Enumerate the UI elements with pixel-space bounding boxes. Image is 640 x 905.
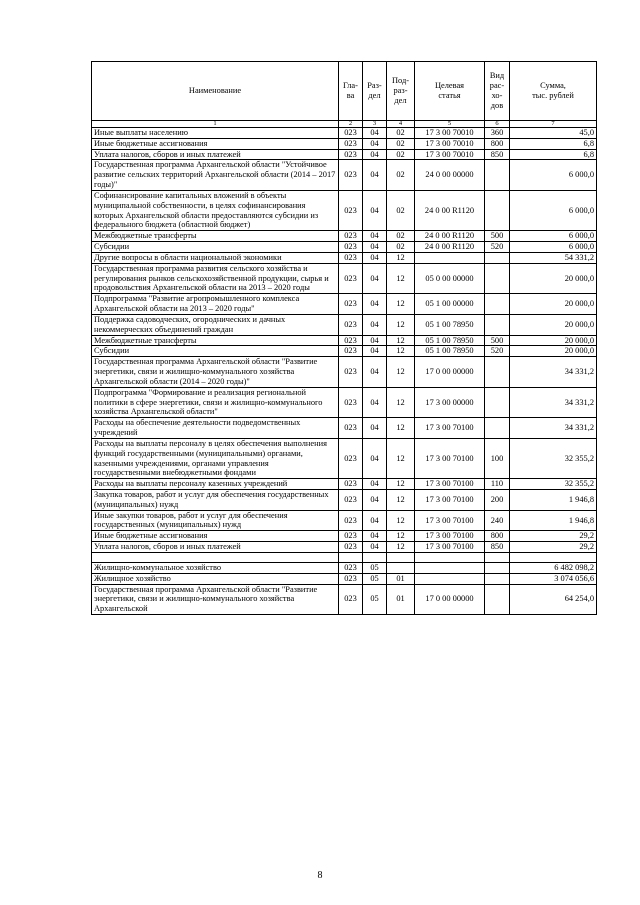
- row-razdel: 05: [363, 584, 387, 614]
- row-razdel: 04: [363, 438, 387, 478]
- row-razdel: 04: [363, 294, 387, 315]
- table-row: [92, 138, 597, 149]
- column-number: 3: [363, 121, 387, 128]
- row-sum: 64 254,0: [510, 584, 597, 614]
- row-name: Подпрограмма "Формирование и реализация региональной политики в сфере энергетики, связи и жилищно-коммунального хозяйства Архангельской области": [92, 387, 339, 417]
- row-podrazdel: 02: [387, 231, 415, 242]
- row-razdel: 04: [363, 314, 387, 335]
- row-glava: 023: [339, 149, 363, 160]
- row-razdel: 05: [363, 562, 387, 573]
- row-podrazdel: 02: [387, 190, 415, 230]
- row-name: Иные бюджетные ассигнования: [92, 531, 339, 542]
- row-sum: 32 355,2: [510, 479, 597, 490]
- row-glava: 023: [339, 357, 363, 387]
- row-glava: 023: [339, 314, 363, 335]
- column-number: 7: [510, 121, 597, 128]
- row-razdel: 04: [363, 149, 387, 160]
- row-target-article: 17 3 00 70010: [415, 149, 485, 160]
- table-row: [92, 294, 597, 315]
- row-target-article: 17 3 00 70100: [415, 418, 485, 439]
- header-name: Наименование: [92, 62, 339, 121]
- row-glava: 023: [339, 346, 363, 357]
- table-row: [92, 489, 597, 510]
- row-sum: 6 000,0: [510, 242, 597, 253]
- row-target-article: 17 3 00 70010: [415, 128, 485, 139]
- row-glava: [339, 552, 363, 562]
- row-podrazdel: 12: [387, 542, 415, 553]
- table-row: [92, 573, 597, 584]
- row-glava: 023: [339, 263, 363, 293]
- row-podrazdel: 12: [387, 314, 415, 335]
- row-name: Субсидии: [92, 242, 339, 253]
- table-row: [92, 231, 597, 242]
- table-row: [92, 190, 597, 230]
- row-glava: 023: [339, 438, 363, 478]
- row-sum: 20 000,0: [510, 294, 597, 315]
- row-expense-type: 850: [485, 542, 510, 553]
- row-expense-type: [485, 552, 510, 562]
- table-row: [92, 335, 597, 346]
- row-target-article: 17 3 00 70100: [415, 531, 485, 542]
- row-target-article: 05 1 00 78950: [415, 346, 485, 357]
- row-podrazdel: 01: [387, 573, 415, 584]
- table-row: [92, 542, 597, 553]
- row-sum: 1 946,8: [510, 510, 597, 531]
- row-razdel: 04: [363, 128, 387, 139]
- row-sum: 34 331,2: [510, 418, 597, 439]
- row-glava: 023: [339, 531, 363, 542]
- row-sum: 6,8: [510, 138, 597, 149]
- row-name: Межбюджетные трансферты: [92, 231, 339, 242]
- row-expense-type: 240: [485, 510, 510, 531]
- row-expense-type: 110: [485, 479, 510, 490]
- row-name: Иные выплаты населению: [92, 128, 339, 139]
- row-razdel: 04: [363, 335, 387, 346]
- row-name: Другие вопросы в области национальной экономики: [92, 252, 339, 263]
- row-expense-type: 520: [485, 242, 510, 253]
- row-podrazdel: 02: [387, 149, 415, 160]
- row-razdel: 04: [363, 242, 387, 253]
- row-expense-type: [485, 387, 510, 417]
- row-razdel: 04: [363, 190, 387, 230]
- row-glava: 023: [339, 138, 363, 149]
- row-glava: 023: [339, 387, 363, 417]
- row-name: Межбюджетные трансферты: [92, 335, 339, 346]
- column-number: 4: [387, 121, 415, 128]
- row-name: Уплата налогов, сборов и иных платежей: [92, 542, 339, 553]
- row-target-article: 24 0 00 R1120: [415, 231, 485, 242]
- row-expense-type: 500: [485, 231, 510, 242]
- row-expense-type: 500: [485, 335, 510, 346]
- column-number: 2: [339, 121, 363, 128]
- row-target-article: 17 0 00 00000: [415, 584, 485, 614]
- row-target-article: 05 0 00 00000: [415, 263, 485, 293]
- row-target-article: 24 0 00 R1120: [415, 242, 485, 253]
- header-razdel: Раз- дел: [363, 62, 387, 121]
- table-row: [92, 263, 597, 293]
- table-row: [92, 314, 597, 335]
- row-podrazdel: [387, 552, 415, 562]
- row-glava: 023: [339, 231, 363, 242]
- row-target-article: 05 1 00 78950: [415, 335, 485, 346]
- row-expense-type: 520: [485, 346, 510, 357]
- table-row: [92, 160, 597, 190]
- row-name: Иные бюджетные ассигнования: [92, 138, 339, 149]
- row-expense-type: 100: [485, 438, 510, 478]
- row-name: Государственная программа Архангельской области "Устойчивое развитие сельских территорий Архангельской области (2014 – 2017 годы)": [92, 160, 339, 190]
- row-target-article: 17 3 00 70100: [415, 510, 485, 531]
- row-razdel: 04: [363, 138, 387, 149]
- header-expense-type: Вид рас- хо- дов: [485, 62, 510, 121]
- row-glava: 023: [339, 294, 363, 315]
- table-row: [92, 357, 597, 387]
- row-sum: 6,8: [510, 149, 597, 160]
- row-sum: [510, 552, 597, 562]
- header-sum: Сумма, тыс. рублей: [510, 62, 597, 121]
- row-expense-type: [485, 584, 510, 614]
- table-row: [92, 438, 597, 478]
- row-expense-type: 800: [485, 138, 510, 149]
- table-body: [92, 128, 597, 615]
- row-sum: 20 000,0: [510, 314, 597, 335]
- table-row: [92, 252, 597, 263]
- row-glava: 023: [339, 584, 363, 614]
- row-target-article: 17 3 00 00000: [415, 387, 485, 417]
- row-target-article: [415, 573, 485, 584]
- row-razdel: 05: [363, 573, 387, 584]
- row-name: [92, 552, 339, 562]
- row-podrazdel: [387, 562, 415, 573]
- row-expense-type: 200: [485, 489, 510, 510]
- row-target-article: [415, 562, 485, 573]
- row-expense-type: [485, 314, 510, 335]
- row-target-article: 05 1 00 00000: [415, 294, 485, 315]
- column-number: 5: [415, 121, 485, 128]
- row-podrazdel: 12: [387, 294, 415, 315]
- row-razdel: 04: [363, 387, 387, 417]
- row-glava: 023: [339, 242, 363, 253]
- table-row: [92, 128, 597, 139]
- row-glava: 023: [339, 335, 363, 346]
- table-row: [92, 149, 597, 160]
- row-target-article: 17 3 00 70010: [415, 138, 485, 149]
- row-target-article: 24 0 00 R1120: [415, 190, 485, 230]
- table-row: [92, 510, 597, 531]
- row-podrazdel: 12: [387, 531, 415, 542]
- row-expense-type: 850: [485, 149, 510, 160]
- row-glava: 023: [339, 562, 363, 573]
- row-glava: 023: [339, 252, 363, 263]
- row-sum: 32 355,2: [510, 438, 597, 478]
- row-target-article: 17 3 00 70100: [415, 489, 485, 510]
- row-name: Жилищное хозяйство: [92, 573, 339, 584]
- row-sum: 6 000,0: [510, 190, 597, 230]
- row-glava: 023: [339, 489, 363, 510]
- column-number: 6: [485, 121, 510, 128]
- row-target-article: [415, 252, 485, 263]
- row-expense-type: [485, 190, 510, 230]
- row-glava: 023: [339, 510, 363, 531]
- row-razdel: 04: [363, 357, 387, 387]
- row-name: Жилищно-коммунальное хозяйство: [92, 562, 339, 573]
- row-sum: 6 482 098,2: [510, 562, 597, 573]
- table-row: [92, 479, 597, 490]
- row-sum: 1 946,8: [510, 489, 597, 510]
- row-sum: 29,2: [510, 542, 597, 553]
- row-razdel: 04: [363, 418, 387, 439]
- row-sum: 29,2: [510, 531, 597, 542]
- row-target-article: 17 0 00 00000: [415, 357, 485, 387]
- row-podrazdel: 12: [387, 346, 415, 357]
- row-sum: 54 331,2: [510, 252, 597, 263]
- table-row: [92, 418, 597, 439]
- row-sum: 20 000,0: [510, 346, 597, 357]
- row-sum: 6 000,0: [510, 160, 597, 190]
- row-target-article: 05 1 00 78950: [415, 314, 485, 335]
- row-podrazdel: 12: [387, 438, 415, 478]
- row-razdel: 04: [363, 346, 387, 357]
- row-podrazdel: 12: [387, 252, 415, 263]
- column-number-row: [92, 121, 597, 128]
- row-razdel: 04: [363, 231, 387, 242]
- row-razdel: 04: [363, 160, 387, 190]
- row-razdel: [363, 552, 387, 562]
- row-podrazdel: 01: [387, 584, 415, 614]
- row-name: Поддержка садоводческих, огороднических и дачных некоммерческих объединений граждан: [92, 314, 339, 335]
- row-name: Расходы на обеспечение деятельности подведомственных учреждений: [92, 418, 339, 439]
- header-podrazdel: Под- раз- дел: [387, 62, 415, 121]
- table-row: [92, 562, 597, 573]
- row-name: Расходы на выплаты персоналу казенных учреждений: [92, 479, 339, 490]
- row-glava: 023: [339, 128, 363, 139]
- row-name: Субсидии: [92, 346, 339, 357]
- row-target-article: [415, 552, 485, 562]
- row-expense-type: [485, 562, 510, 573]
- row-sum: 34 331,2: [510, 357, 597, 387]
- row-name: Закупка товаров, работ и услуг для обеспечения государственных (муниципальных) нужд: [92, 489, 339, 510]
- row-razdel: 04: [363, 252, 387, 263]
- row-podrazdel: 12: [387, 489, 415, 510]
- row-glava: 023: [339, 190, 363, 230]
- row-sum: 6 000,0: [510, 231, 597, 242]
- row-sum: 45,0: [510, 128, 597, 139]
- row-glava: 023: [339, 479, 363, 490]
- row-name: Софинансирование капитальных вложений в объекты муниципальной собственности, в целях софинансирования которых Архангельской области предоставляются субсидии из федерального бюджета (областной бюджет): [92, 190, 339, 230]
- row-sum: 34 331,2: [510, 387, 597, 417]
- row-glava: 023: [339, 542, 363, 553]
- row-name: Государственная программа Архангельской области "Развитие энергетики, связи и жилищно-коммунального хозяйства Архангельской: [92, 584, 339, 614]
- row-razdel: 04: [363, 479, 387, 490]
- row-razdel: 04: [363, 489, 387, 510]
- row-expense-type: [485, 418, 510, 439]
- table-header-row: [92, 62, 597, 121]
- row-glava: 023: [339, 160, 363, 190]
- row-glava: 023: [339, 418, 363, 439]
- row-target-article: 17 3 00 70100: [415, 479, 485, 490]
- row-name: Государственная программа развития сельского хозяйства и регулирования рынков сельскохозяйственной продукции, сырья и продовольствия Архангельской области на 2013 – 2020 годы: [92, 263, 339, 293]
- row-expense-type: 800: [485, 531, 510, 542]
- row-sum: 20 000,0: [510, 263, 597, 293]
- row-podrazdel: 12: [387, 418, 415, 439]
- column-number: 1: [92, 121, 339, 128]
- row-expense-type: [485, 573, 510, 584]
- row-name: Иные закупки товаров, работ и услуг для обеспечения государственных (муниципальных) нужд: [92, 510, 339, 531]
- row-expense-type: [485, 160, 510, 190]
- row-podrazdel: 12: [387, 510, 415, 531]
- row-expense-type: [485, 263, 510, 293]
- table-row: [92, 387, 597, 417]
- row-podrazdel: 02: [387, 160, 415, 190]
- row-razdel: 04: [363, 531, 387, 542]
- row-target-article: 17 3 00 70100: [415, 438, 485, 478]
- row-podrazdel: 02: [387, 242, 415, 253]
- row-name: Подпрограмма "Развитие агропромышленного комплекса Архангельской области на 2013 – 2020 годы": [92, 294, 339, 315]
- row-podrazdel: 12: [387, 357, 415, 387]
- row-target-article: 24 0 00 00000: [415, 160, 485, 190]
- table-row: [92, 346, 597, 357]
- row-sum: 20 000,0: [510, 335, 597, 346]
- header-glava: Гла- ва: [339, 62, 363, 121]
- row-name: Уплата налогов, сборов и иных платежей: [92, 149, 339, 160]
- row-podrazdel: 02: [387, 128, 415, 139]
- row-podrazdel: 12: [387, 335, 415, 346]
- row-target-article: 17 3 00 70100: [415, 542, 485, 553]
- row-razdel: 04: [363, 542, 387, 553]
- row-glava: 023: [339, 573, 363, 584]
- budget-table: [91, 61, 597, 615]
- row-expense-type: 360: [485, 128, 510, 139]
- row-sum: 3 074 056,6: [510, 573, 597, 584]
- row-podrazdel: 12: [387, 263, 415, 293]
- table-row: [92, 242, 597, 253]
- row-expense-type: [485, 252, 510, 263]
- row-podrazdel: 12: [387, 479, 415, 490]
- table-row: [92, 584, 597, 614]
- row-name: Государственная программа Архангельской области "Развитие энергетики, связи и жилищно-коммунального хозяйства Архангельской области (2014 – 2020 годы)": [92, 357, 339, 387]
- row-expense-type: [485, 357, 510, 387]
- row-expense-type: [485, 294, 510, 315]
- row-name: Расходы на выплаты персоналу в целях обеспечения выполнения функций государственными (муниципальными) органами, казенными учреждениями, органами управления государственными внебюджетными фондами: [92, 438, 339, 478]
- table-row: [92, 531, 597, 542]
- row-podrazdel: 02: [387, 138, 415, 149]
- row-razdel: 04: [363, 263, 387, 293]
- header-target-article: Целевая статья: [415, 62, 485, 121]
- row-podrazdel: 12: [387, 387, 415, 417]
- page-number: 8: [317, 870, 323, 881]
- table-spacer-row: [92, 552, 597, 562]
- row-razdel: 04: [363, 510, 387, 531]
